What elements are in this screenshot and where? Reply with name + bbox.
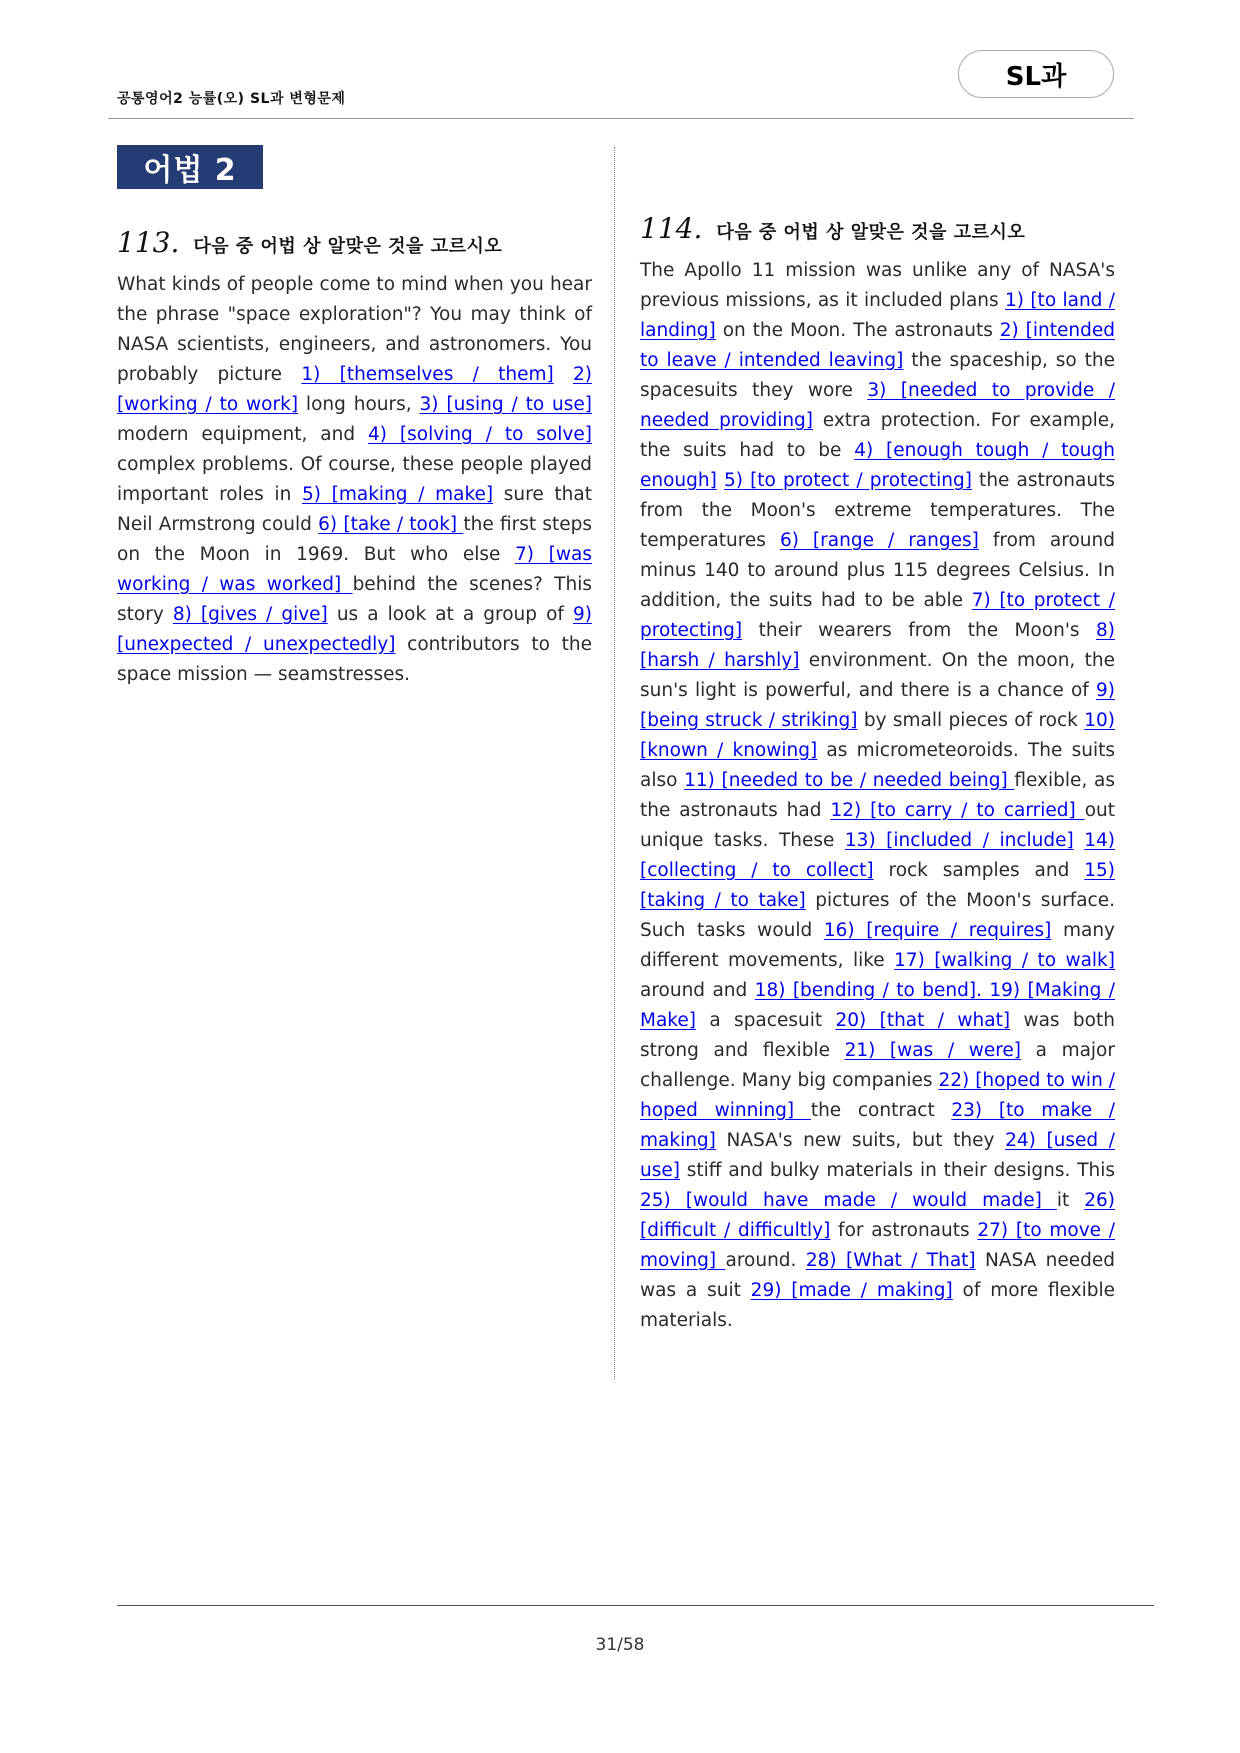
header-divider bbox=[108, 118, 1134, 119]
answer-blank[interactable]: 8) [gives / give] bbox=[172, 604, 328, 625]
question-number: 113. bbox=[117, 226, 180, 259]
answer-blank[interactable]: 28) [What / That] bbox=[805, 1250, 976, 1271]
answer-blank[interactable]: 1) [to land / landing] bbox=[640, 290, 1115, 341]
answer-blank[interactable]: 4) [solving / to solve] bbox=[368, 424, 592, 445]
answer-blank[interactable]: 7) [to protect / protecting] bbox=[640, 590, 1115, 641]
passage-text: extra protection. For example, the suits had to be bbox=[640, 410, 1116, 461]
answer-blank[interactable]: 3) [needed to provide / needed providing] bbox=[640, 380, 1115, 431]
answer-blank[interactable]: 10) [known / knowing] bbox=[640, 710, 1115, 761]
passage-text: by small pieces of rock bbox=[857, 710, 1085, 731]
answer-blank[interactable]: 7) [was working / was worked] bbox=[117, 544, 592, 595]
passage-text: complex problems. Of course, these people played important roles in bbox=[117, 454, 592, 505]
passage-text: was both strong and flexible bbox=[640, 1010, 1115, 1061]
passage-text: NASA's new suits, but they bbox=[715, 1130, 1006, 1151]
answer-blank[interactable]: 9) [being struck / striking] bbox=[640, 680, 1115, 731]
answer-blank[interactable]: 26) [difficult / difficultly] bbox=[640, 1190, 1115, 1241]
passage-text: the contract bbox=[810, 1100, 952, 1121]
passage-text: their wearers from the Moon's bbox=[742, 620, 1096, 641]
question-113-passage bbox=[117, 270, 592, 690]
passage-text: us a look at a group of bbox=[327, 604, 573, 625]
answer-blank[interactable]: 12) [to carry / to carried] bbox=[830, 800, 1085, 821]
passage-text bbox=[1074, 830, 1085, 851]
page-number: 31/58 bbox=[595, 1635, 645, 1655]
question-instruction: 다음 중 어법 상 알맞은 것을 고르시오 bbox=[716, 222, 1026, 243]
answer-blank[interactable]: 22) [hoped to win / hoped winning] bbox=[640, 1070, 1115, 1121]
answer-blank[interactable]: 5) [making / make] bbox=[301, 484, 494, 505]
answer-blank[interactable]: 21) [was / were] bbox=[844, 1040, 1022, 1061]
footer-divider bbox=[117, 1605, 1154, 1606]
answer-blank[interactable]: 2) [working / to work] bbox=[117, 364, 592, 415]
answer-blank[interactable]: 13) [included / include] bbox=[844, 830, 1074, 851]
passage-text: of more flexible materials. bbox=[640, 1280, 1116, 1331]
answer-blank[interactable]: 29) [made / making] bbox=[750, 1280, 953, 1301]
question-instruction: 다음 중 어법 상 알맞은 것을 고르시오 bbox=[193, 236, 503, 257]
passage-text: rock samples and bbox=[873, 860, 1085, 881]
passage-text: flexible, as the astronauts had bbox=[640, 770, 1115, 821]
passage-text: The Apollo 11 mission was unlike any of NASA's previous missions, as it included plans bbox=[640, 260, 1115, 311]
passage-text: long hours, bbox=[298, 394, 420, 415]
question-114-passage bbox=[640, 256, 1115, 1336]
passage-text: for astronauts bbox=[830, 1220, 978, 1241]
answer-blank[interactable]: 27) [to move / moving] bbox=[640, 1220, 1115, 1271]
answer-blank[interactable]: 11) [needed to be / needed being] bbox=[684, 770, 1015, 791]
passage-text: from around minus 140 to around plus 115 degrees Celsius. In addition, the suits had to be able bbox=[640, 530, 1115, 611]
answer-blank[interactable]: 8) [harsh / harshly] bbox=[640, 620, 1115, 671]
passage-text: it bbox=[1056, 1190, 1085, 1211]
passage-text: the first steps on the Moon in 1969. But who else bbox=[117, 514, 592, 565]
passage-text: NASA needed was a suit bbox=[640, 1250, 1116, 1301]
answer-blank[interactable]: 16) [require / requires] bbox=[823, 920, 1052, 941]
passage-text bbox=[717, 470, 724, 491]
passage-text: a spacesuit bbox=[695, 1010, 836, 1031]
answer-blank[interactable]: 1) [themselves / them] bbox=[301, 364, 554, 385]
passage-text: stiff and bulky materials in their designs. This bbox=[679, 1160, 1115, 1181]
answer-blank[interactable]: 14) [collecting / to collect] bbox=[640, 830, 1115, 881]
column-divider bbox=[614, 147, 615, 1379]
answer-blank[interactable]: 15) [taking / to take] bbox=[640, 860, 1115, 911]
passage-text: contributors to the space mission — seamstresses. bbox=[117, 634, 592, 685]
answer-blank[interactable]: 18) [bending / to bend]. 19) [Making / Make] bbox=[640, 980, 1115, 1031]
answer-blank[interactable]: 6) [take / took] bbox=[318, 514, 464, 535]
answer-blank[interactable]: 3) [using / to use] bbox=[419, 394, 593, 415]
passage-text: many different movements, like bbox=[640, 920, 1115, 971]
lesson-badge: SL과 bbox=[958, 50, 1114, 98]
answer-blank[interactable]: 20) [that / what] bbox=[835, 1010, 1011, 1031]
answer-blank[interactable]: 24) [used / use] bbox=[640, 1130, 1115, 1181]
passage-text: around. bbox=[725, 1250, 806, 1271]
section-label: 어법 2 bbox=[117, 145, 263, 189]
document-header-title: 공통영어2 능률(오) SL과 변형문제 bbox=[117, 91, 346, 107]
passage-text: on the Moon. The astronauts bbox=[715, 320, 1000, 341]
answer-blank[interactable]: 17) [walking / to walk] bbox=[894, 950, 1115, 971]
passage-text bbox=[554, 364, 573, 385]
question-number: 114. bbox=[640, 212, 703, 245]
question-113-header bbox=[117, 226, 502, 259]
answer-blank[interactable]: 5) [to protect / protecting] bbox=[723, 470, 972, 491]
answer-blank[interactable]: 2) [intended to leave / intended leaving] bbox=[640, 320, 1115, 371]
answer-blank[interactable]: 6) [range / ranges] bbox=[779, 530, 979, 551]
passage-text: a major challenge. Many big companies bbox=[640, 1040, 1115, 1091]
answer-blank[interactable]: 25) [would have made / would made] bbox=[640, 1190, 1057, 1211]
question-114-header bbox=[640, 212, 1025, 245]
passage-text: as micrometeoroids. The suits also bbox=[640, 740, 1115, 791]
passage-text: the astronauts from the Moon's extreme temperatures. The temperatures bbox=[640, 470, 1115, 551]
passage-text: pictures of the Moon's surface. Such tasks would bbox=[640, 890, 1115, 941]
passage-text: What kinds of people come to mind when you hear the phrase "space exploration"? You may think of NASA scientists, engineers, and astronomers. You probably picture bbox=[117, 274, 592, 385]
answer-blank[interactable]: 9) [unexpected / unexpectedly] bbox=[117, 604, 592, 655]
answer-blank[interactable]: 4) [enough tough / tough enough] bbox=[640, 440, 1115, 491]
answer-blank[interactable]: 23) [to make / making] bbox=[640, 1100, 1115, 1151]
passage-text: sure that Neil Armstrong could bbox=[117, 484, 592, 535]
passage-text: out unique tasks. These bbox=[640, 800, 1116, 851]
passage-text: modern equipment, and bbox=[117, 424, 369, 445]
passage-text: environment. On the moon, the sun's light is powerful, and there is a chance of bbox=[640, 650, 1115, 701]
passage-text: behind the scenes? This story bbox=[117, 574, 592, 625]
passage-text: around and bbox=[640, 980, 755, 1001]
passage-text: the spaceship, so the spacesuits they wore bbox=[640, 350, 1115, 401]
